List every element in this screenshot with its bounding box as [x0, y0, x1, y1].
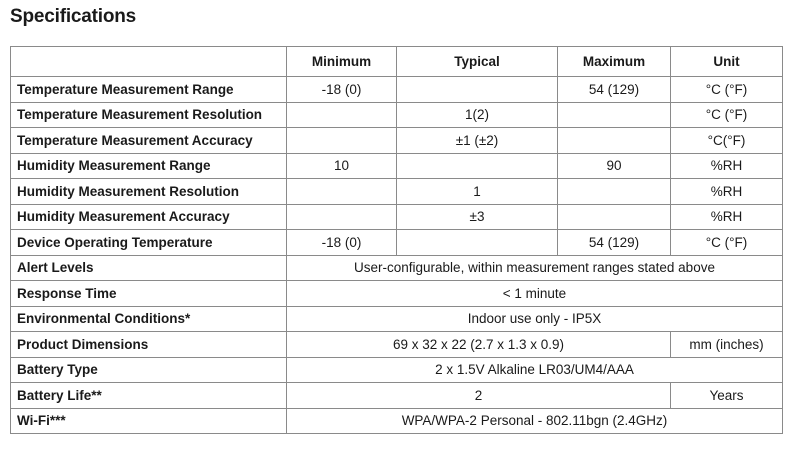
row-label: Alert Levels	[11, 255, 287, 281]
page-title: Specifications	[10, 6, 137, 27]
unit-cell: %RH	[671, 153, 783, 179]
row-label: Device Operating Temperature	[11, 230, 287, 256]
spanned-value: 2 x 1.5V Alkaline LR03/UM4/AAA	[287, 357, 783, 383]
unit-cell: °C(°F)	[671, 128, 783, 154]
minimum-cell	[287, 102, 397, 128]
row-label: Temperature Measurement Range	[11, 77, 287, 103]
maximum-cell	[558, 128, 671, 154]
maximum-cell: 54 (129)	[558, 77, 671, 103]
unit-cell: mm (inches)	[671, 332, 783, 358]
table-row	[11, 255, 783, 281]
table-row	[11, 179, 783, 205]
row-label: Humidity Measurement Accuracy	[11, 204, 287, 230]
row-label: Humidity Measurement Resolution	[11, 179, 287, 205]
typical-cell: 1	[397, 179, 558, 205]
spanned-value: WPA/WPA-2 Personal - 802.11bgn (2.4GHz)	[287, 408, 783, 434]
spanned-value: < 1 minute	[287, 281, 783, 307]
row-label: Temperature Measurement Accuracy	[11, 128, 287, 154]
column-header-minimum: Minimum	[287, 47, 397, 77]
unit-cell: °C (°F)	[671, 102, 783, 128]
table-row	[11, 230, 783, 256]
table-row	[11, 204, 783, 230]
row-label: Humidity Measurement Range	[11, 153, 287, 179]
table-row	[11, 408, 783, 434]
row-label: Temperature Measurement Resolution	[11, 102, 287, 128]
table-row	[11, 306, 783, 332]
table-row	[11, 128, 783, 154]
table-row	[11, 153, 783, 179]
specifications-table	[10, 46, 783, 434]
spanned-value: 2	[287, 383, 671, 409]
table-row	[11, 332, 783, 358]
row-label: Wi-Fi***	[11, 408, 287, 434]
minimum-cell	[287, 128, 397, 154]
column-header-unit: Unit	[671, 47, 783, 77]
typical-cell	[397, 230, 558, 256]
unit-cell: °C (°F)	[671, 77, 783, 103]
spanned-value: User-configurable, within measurement ranges stated above	[287, 255, 783, 281]
typical-cell: ±3	[397, 204, 558, 230]
typical-cell: 1(2)	[397, 102, 558, 128]
table-row	[11, 77, 783, 103]
row-label: Product Dimensions	[11, 332, 287, 358]
row-label: Environmental Conditions*	[11, 306, 287, 332]
typical-cell	[397, 153, 558, 179]
table-row	[11, 383, 783, 409]
maximum-cell: 54 (129)	[558, 230, 671, 256]
row-label: Battery Life**	[11, 383, 287, 409]
table-header-row	[11, 47, 783, 77]
table-row	[11, 281, 783, 307]
minimum-cell: 10	[287, 153, 397, 179]
minimum-cell: -18 (0)	[287, 230, 397, 256]
row-label: Response Time	[11, 281, 287, 307]
maximum-cell	[558, 102, 671, 128]
column-header-maximum: Maximum	[558, 47, 671, 77]
row-label: Battery Type	[11, 357, 287, 383]
maximum-cell	[558, 204, 671, 230]
column-header	[11, 47, 287, 77]
unit-cell: Years	[671, 383, 783, 409]
unit-cell: °C (°F)	[671, 230, 783, 256]
typical-cell: ±1 (±2)	[397, 128, 558, 154]
maximum-cell	[558, 179, 671, 205]
unit-cell: %RH	[671, 204, 783, 230]
table-row	[11, 102, 783, 128]
minimum-cell	[287, 204, 397, 230]
typical-cell	[397, 77, 558, 103]
maximum-cell: 90	[558, 153, 671, 179]
column-header-typical: Typical	[397, 47, 558, 77]
spanned-value: 69 x 32 x 22 (2.7 x 1.3 x 0.9)	[287, 332, 671, 358]
spanned-value: Indoor use only - IP5X	[287, 306, 783, 332]
unit-cell: %RH	[671, 179, 783, 205]
minimum-cell	[287, 179, 397, 205]
table-row	[11, 357, 783, 383]
minimum-cell: -18 (0)	[287, 77, 397, 103]
specifications-table-body	[11, 47, 783, 434]
